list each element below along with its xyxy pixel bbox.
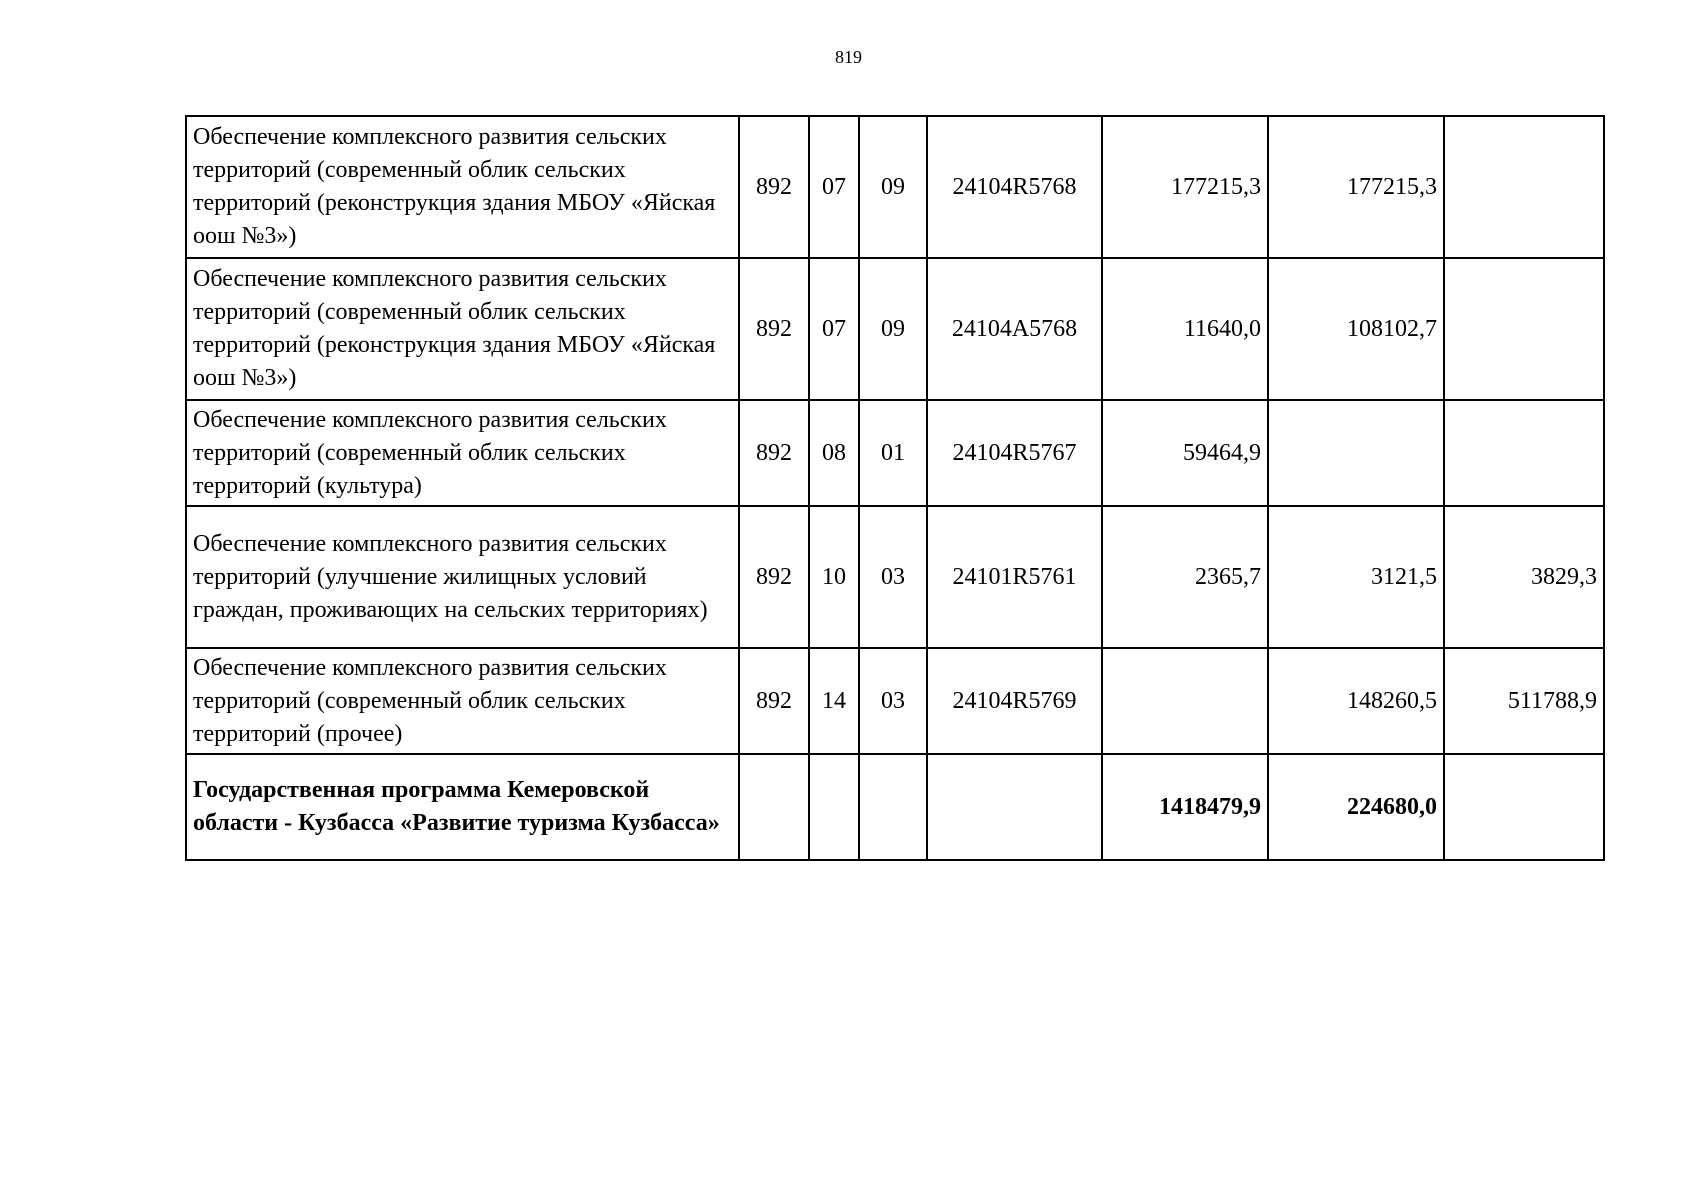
target-article-cell: 24104R5767 [927,400,1102,506]
budget-table [185,115,1605,861]
program-total-row [186,754,1604,860]
target-article-cell: 24104R5769 [927,648,1102,754]
amount-year-3-cell: 511788,9 [1444,648,1604,754]
row-name-cell: Обеспечение комплексного развития сельских территорий (современный облик сельских территорий (реконструкция здания МБОУ «Яйская оош №3») [186,258,739,400]
amount-year-3-cell [1444,754,1604,860]
amount-year-2-cell: 224680,0 [1268,754,1444,860]
row-name-cell: Государственная программа Кемеровской области - Кузбасса «Развитие туризма Кузбасса» [186,754,739,860]
subsection-cell: 09 [859,116,927,258]
grbs-cell: 892 [739,258,809,400]
amount-year-1-cell: 2365,7 [1102,506,1268,648]
subsection-cell: 03 [859,648,927,754]
row-name-cell: Обеспечение комплексного развития сельских территорий (современный облик сельских территорий (культура) [186,400,739,506]
table-row [186,116,1604,258]
amount-year-2-cell: 148260,5 [1268,648,1444,754]
subsection-cell: 09 [859,258,927,400]
amount-year-3-cell [1444,116,1604,258]
amount-year-2-cell: 108102,7 [1268,258,1444,400]
amount-year-2-cell [1268,400,1444,506]
amount-year-1-cell: 11640,0 [1102,258,1268,400]
amount-year-3-cell [1444,258,1604,400]
target-article-cell: 24104A5768 [927,258,1102,400]
page-number: 819 [835,47,862,67]
section-cell: 07 [809,258,859,400]
row-name-cell: Обеспечение комплексного развития сельских территорий (современный облик сельских территорий (реконструкция здания МБОУ «Яйская оош №3») [186,116,739,258]
table-row [186,400,1604,506]
grbs-cell: 892 [739,400,809,506]
section-cell: 08 [809,400,859,506]
target-article-cell [927,754,1102,860]
amount-year-1-cell: 177215,3 [1102,116,1268,258]
amount-year-2-cell: 3121,5 [1268,506,1444,648]
subsection-cell: 01 [859,400,927,506]
amount-year-1-cell: 1418479,9 [1102,754,1268,860]
grbs-cell: 892 [739,116,809,258]
section-cell: 07 [809,116,859,258]
row-name-cell: Обеспечение комплексного развития сельских территорий (современный облик сельских территорий (прочее) [186,648,739,754]
section-cell [809,754,859,860]
grbs-cell: 892 [739,506,809,648]
amount-year-1-cell [1102,648,1268,754]
subsection-cell: 03 [859,506,927,648]
amount-year-1-cell: 59464,9 [1102,400,1268,506]
amount-year-3-cell [1444,400,1604,506]
target-article-cell: 24104R5768 [927,116,1102,258]
target-article-cell: 24101R5761 [927,506,1102,648]
section-cell: 10 [809,506,859,648]
grbs-cell: 892 [739,648,809,754]
amount-year-2-cell: 177215,3 [1268,116,1444,258]
table-row [186,506,1604,648]
row-name-cell: Обеспечение комплексного развития сельских территорий (улучшение жилищных условий граждан, проживающих на сельских территориях) [186,506,739,648]
table-row [186,648,1604,754]
grbs-cell [739,754,809,860]
amount-year-3-cell: 3829,3 [1444,506,1604,648]
subsection-cell [859,754,927,860]
section-cell: 14 [809,648,859,754]
table-row [186,258,1604,400]
